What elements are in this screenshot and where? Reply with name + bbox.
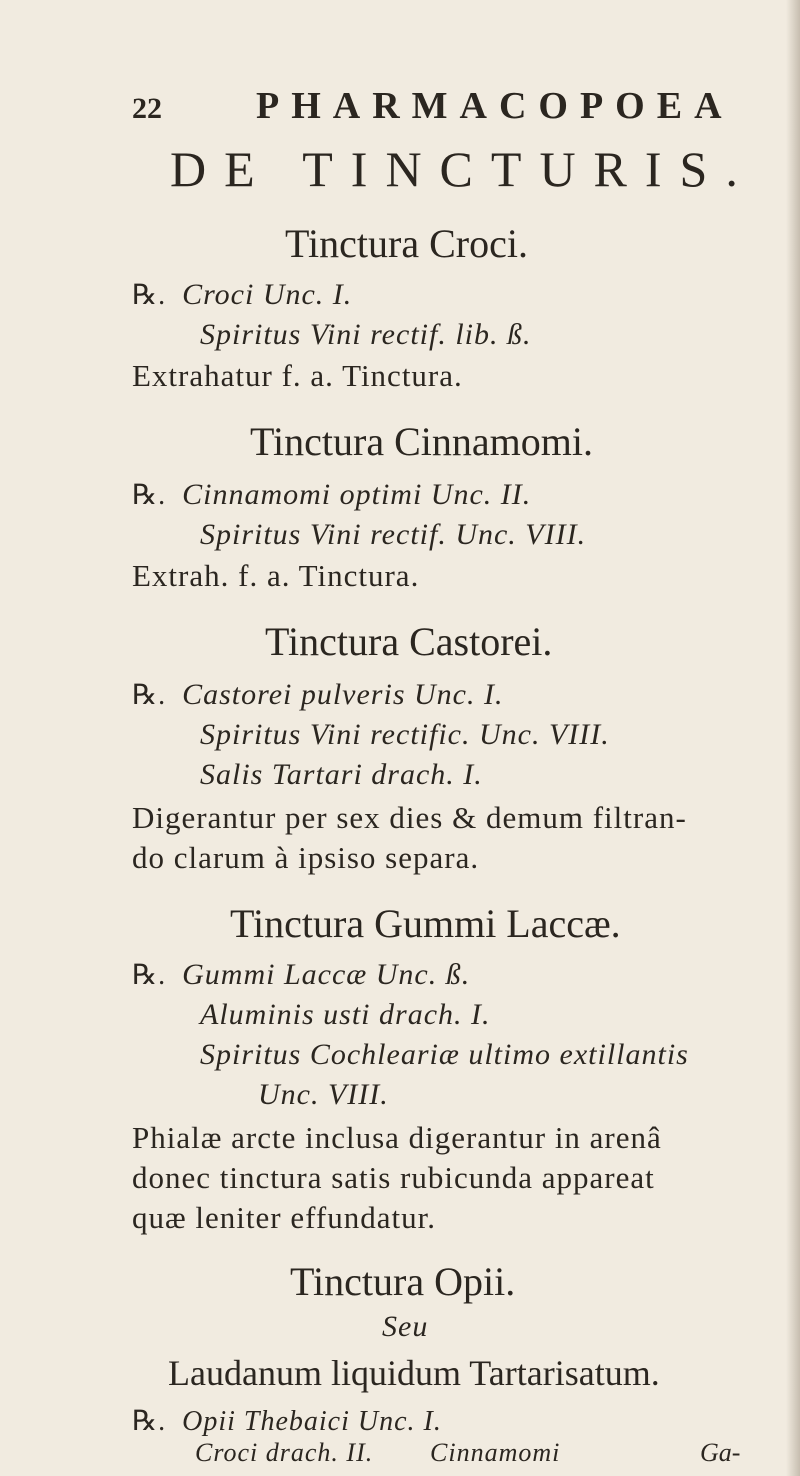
recipe-symbol: ℞. [132,480,167,511]
instruction-line: Extrah. f. a. Tinctura. [132,558,420,593]
section-heading-croci: Tinctura Croci. [285,221,528,266]
instruction-line: donec tinctura satis rubicunda appareat [132,1160,655,1195]
section-heading-gummi-laccae: Tinctura Gummi Laccæ. [230,901,621,946]
instruction-line: do clarum à ipsiso separa. [132,840,480,875]
section-subheading: Seu [382,1310,429,1343]
section-heading-laudanum: Laudanum liquidum Tartarisatum. [168,1353,660,1393]
section-heading-cinnamomi: Tinctura Cinnamomi. [250,419,593,464]
ingredient-line: Spiritus Vini rectif. Unc. VIII. [200,518,587,551]
recipe-symbol: ℞. [132,280,167,311]
running-title: PHARMACOPOEA [256,85,734,127]
ingredient-line: Cinnamomi [430,1438,561,1467]
ingredient-line: Unc. VIII. [258,1078,389,1111]
catchword: Ga- [700,1438,741,1467]
page-edge-shadow [786,0,800,1476]
recipe-symbol: ℞. [132,1406,167,1437]
ingredient-line: ℞. Croci Unc. I. [132,278,353,311]
recipe-symbol: ℞. [132,680,167,711]
instruction-line: Extrahatur f. a. Tinctura. [132,358,463,393]
ingredient-line: ℞. Gummi Laccæ Unc. ß. [132,958,471,991]
instruction-line: Digerantur per sex dies & demum filtran- [132,800,687,835]
recipe-symbol: ℞. [132,960,167,991]
ingredient-line: Croci drach. II. [195,1438,374,1467]
ingredient-line: ℞. Castorei pulveris Unc. I. [132,678,504,711]
chapter-title: DE TINCTURIS. [170,141,756,197]
ingredient-line: ℞. Opii Thebaici Unc. I. [132,1406,442,1437]
instruction-line: Phialæ arcte inclusa digerantur in arenâ [132,1120,662,1155]
ingredient-line: Aluminis usti drach. I. [200,998,491,1031]
section-heading-opii: Tinctura Opii. [290,1259,516,1304]
section-heading-castorei: Tinctura Castorei. [265,619,553,664]
page-number: 22 [132,92,162,125]
ingredient-line: Spiritus Vini rectific. Unc. VIII. [200,718,610,751]
ingredient-line: Spiritus Cochleariæ ultimo extillantis [200,1038,689,1071]
ingredient-line: Spiritus Vini rectif. lib. ß. [200,318,532,351]
ingredient-line: ℞. Cinnamomi optimi Unc. II. [132,478,532,511]
ingredient-line: Salis Tartari drach. I. [200,758,483,791]
instruction-line: quæ leniter effundatur. [132,1200,436,1235]
